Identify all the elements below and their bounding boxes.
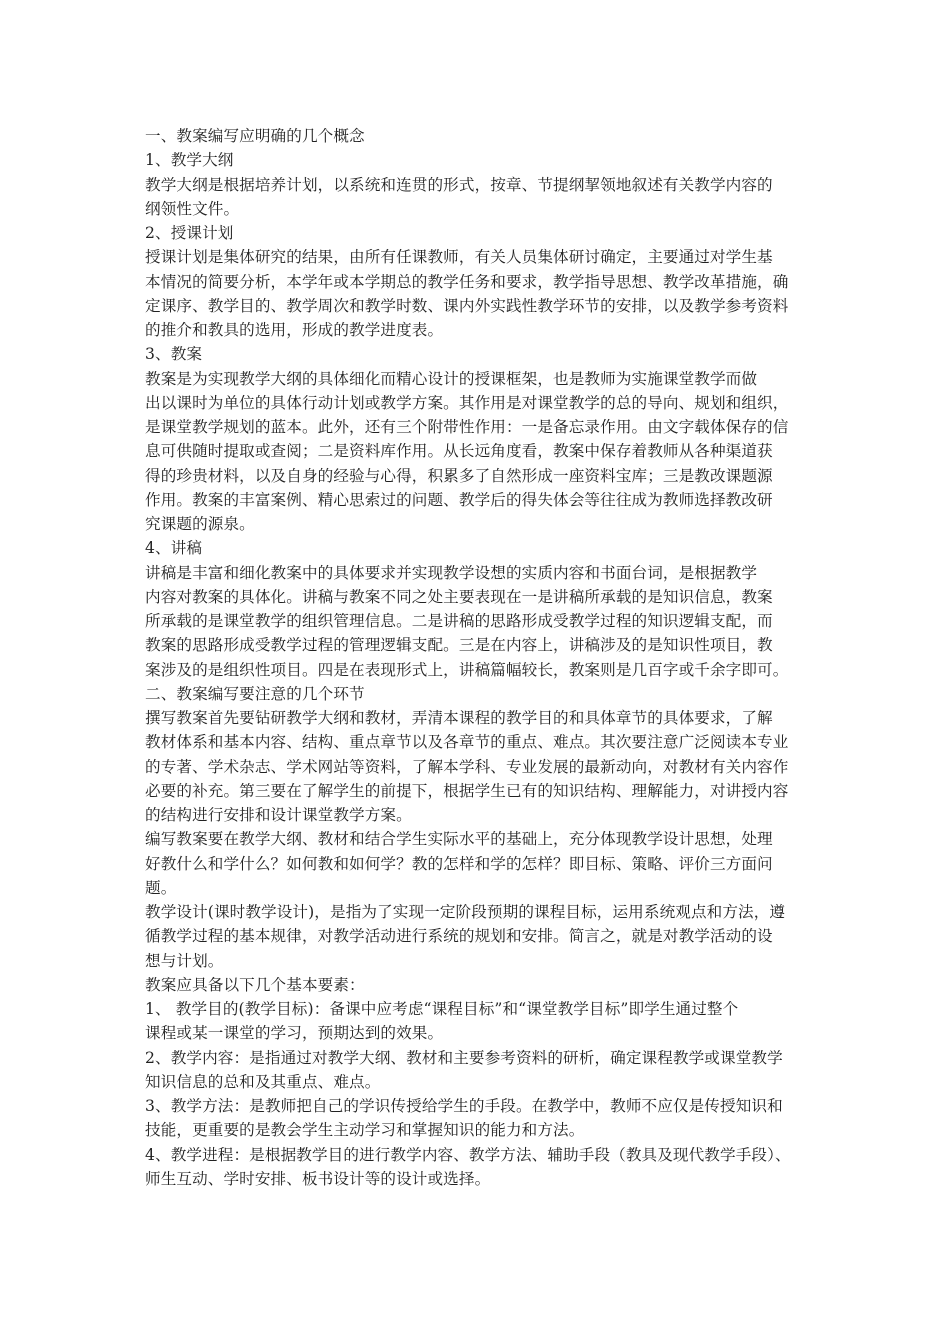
paragraph-line: 教学大纲是根据培养计划，以系统和连贯的形式，按章、节提纲挈领地叙述有关教学内容的	[145, 175, 773, 194]
paragraph-line: 作用。教案的丰富案例、精心思索过的问题、教学后的得失体会等往往成为教师选择教改研	[145, 490, 773, 509]
section-heading-2: 二、教案编写要注意的几个环节	[145, 684, 365, 703]
paragraph-line: 教学设计(课时教学设计)，是指为了实现一定阶段预期的课程目标，运用系统观点和方法，遵	[145, 903, 786, 921]
list-item-line: 师生互动、学时安排、板书设计等的设计或选择。	[145, 1169, 491, 1188]
paragraph-line: 是课堂教学规划的蓝本。此外，还有三个附带性作用：一是备忘录作用。由文字载体保存的信	[145, 418, 789, 436]
paragraph-line: 本情况的简要分析，本学年或本学期总的教学任务和要求，教学指导思想、教学改革措施，确	[145, 272, 789, 291]
paragraph-line: 撰写教案首先要钻研教学大纲和教材，弄清本课程的教学目的和具体章节的具体要求，了解	[145, 709, 773, 727]
subheading-syllabus: 1、教学大纲	[145, 151, 234, 170]
list-item-line: 技能，更重要的是教会学生主动学习和掌握知识的能力和方法。	[145, 1121, 585, 1140]
paragraph-line: 想与计划。	[145, 951, 224, 970]
paragraph-line: 讲稿是丰富和细化教案中的具体要求并实现教学设想的实质内容和书面台词，是根据教学	[145, 563, 758, 582]
paragraph-line: 定课序、教学目的、教学周次和教学时数、课内外实践性教学环节的安排，以及教学参考资料	[145, 296, 789, 315]
list-item-line: 4、教学进程：是根据教学目的进行教学内容、教学方法、辅助手段（教具及现代教学手段）、	[145, 1145, 791, 1164]
paragraph-line: 的推介和教具的选用，形成的教学进度表。	[145, 321, 444, 339]
list-item-line: 2、教学内容：是指通过对教学大纲、教材和主要参考资料的研析，确定课程教学或课堂教学	[145, 1048, 783, 1067]
subheading-lecture-notes: 4、讲稿	[145, 539, 203, 558]
paragraph-line: 编写教案要在教学大纲、教材和结合学生实际水平的基础上，充分体现教学设计思想，处理	[145, 830, 773, 849]
paragraph-line: 教案应具备以下几个基本要素：	[145, 975, 365, 994]
paragraph-line: 教案的思路形成受教学过程的管理逻辑支配。三是在内容上，讲稿涉及的是知识性项目，教	[145, 636, 773, 655]
paragraph-line: 得的珍贵材料，以及自身的经验与心得，积累多了自然形成一座资料宝库；三是教改课题源	[145, 466, 773, 485]
list-item-line: 3、教学方法：是教师把自己的学识传授给学生的手段。在教学中，教师不应仅是传授知识和	[145, 1097, 783, 1115]
paragraph-line: 循教学过程的基本规律，对教学活动进行系统的规划和安排。简言之，就是对教学活动的设	[145, 927, 773, 946]
paragraph-line: 息可供随时提取或查阅；二是资料库作用。从长远角度看，教案中保存着教师从各种渠道获	[145, 442, 773, 461]
paragraph-line: 好教什么和学什么？如何教和如何学？教的怎样和学的怎样？即目标、策略、评价三方面问	[145, 854, 773, 873]
list-item-line: 1、 教学目的(教学目标)：备课中应考虑“课程目标”和“课堂教学目标”即学生通过整个	[145, 1000, 739, 1018]
list-item-line: 课程或某一课堂的学习，预期达到的效果。	[145, 1024, 444, 1043]
paragraph-line: 出以课时为单位的具体行动计划或教学方案。其作用是对课堂教学的总的导向、规划和组织，	[145, 393, 789, 412]
paragraph-line: 纲领性文件。	[145, 199, 240, 218]
paragraph-line: 的结构进行安排和设计课堂教学方案。	[145, 806, 412, 824]
paragraph-line: 教案是为实现教学大纲的具体细化而精心设计的授课框架，也是教师为实施课堂教学而做	[145, 369, 758, 388]
paragraph-line: 教材体系和基本内容、结构、重点章节以及各章节的重点、难点。其次要注意广泛阅读本专业	[145, 733, 789, 752]
paragraph-line: 必要的补充。第三要在了解学生的前提下，根据学生已有的知识结构、理解能力，对讲授内容	[145, 781, 789, 800]
paragraph-line: 所承载的是课堂教学的组织管理信息。二是讲稿的思路形成受教学过程的知识逻辑支配，而	[145, 612, 773, 630]
section-heading-1: 一、教案编写应明确的几个概念	[145, 127, 365, 145]
list-item-line: 知识信息的总和及其重点、难点。	[145, 1072, 381, 1091]
document-body	[145, 124, 817, 1191]
subheading-teaching-plan: 2、授课计划	[145, 224, 234, 242]
paragraph-line: 案涉及的是组织性项目。四是在表现形式上，讲稿篇幅较长，教案则是几百字或千余字即可。	[145, 660, 789, 679]
subheading-lesson-plan: 3、教案	[145, 345, 203, 364]
paragraph-line: 授课计划是集体研究的结果，由所有任课教师，有关人员集体研讨确定，主要通过对学生基	[145, 248, 773, 267]
paragraph-line: 题。	[145, 878, 177, 897]
paragraph-line: 内容对教案的具体化。讲稿与教案不同之处主要表现在一是讲稿所承载的是知识信息，教案	[145, 587, 773, 606]
paragraph-line: 究课题的源泉。	[145, 515, 255, 533]
paragraph-line: 的专著、学术杂志、学术网站等资料，了解本学科、专业发展的最新动向，对教材有关内容作	[145, 757, 789, 776]
